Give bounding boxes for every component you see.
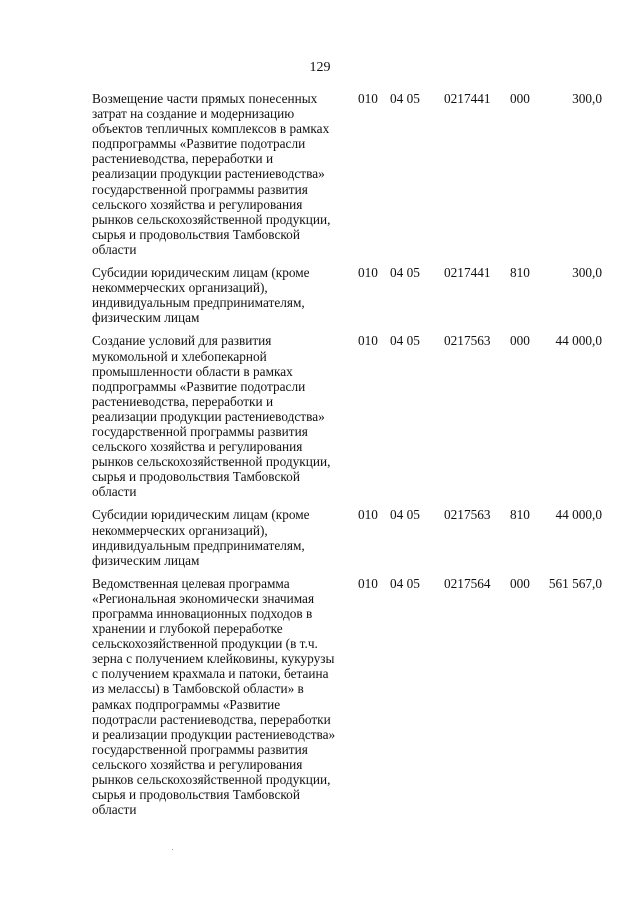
expense-type-code: 000 (510, 91, 530, 106)
ministry-code: 010 (358, 507, 378, 523)
amount-value: 300,0 (572, 265, 602, 281)
expense-type-code: 000 (510, 333, 530, 349)
section-code: 04 05 (390, 265, 420, 281)
page-number: 129 (309, 60, 331, 75)
table-row (92, 507, 602, 567)
row-description: Субсидии юридическим лицам (кроме некоммерческих организаций), индивидуальным предпринимателям, физическим лицам (92, 265, 310, 326)
ministry-code: 010 (358, 575, 378, 591)
table-row (92, 265, 602, 325)
table-row (92, 576, 602, 818)
ministry-code: 010 (358, 91, 378, 106)
scan-speck (172, 849, 173, 850)
section-code: 04 05 (390, 333, 420, 349)
section-code: 04 05 (390, 91, 420, 106)
row-description: Создание условий для развития мукомольной и хлебопекарной промышленности области в рамках подпрограммы «Развитие подотрасли растениеводства, переработки и реализации продукции растениеводства» государственной программы развития сельского хозяйства и регулирования рынков сельскохозяйственной продукции, сырья и продовольствия Тамбовской области (92, 333, 331, 500)
target-article-code: 0217441 (444, 265, 491, 281)
amount-value: 44 000,0 (555, 333, 602, 349)
amount-value: 44 000,0 (555, 507, 602, 523)
ministry-code: 010 (358, 333, 378, 349)
target-article-code: 0217563 (444, 507, 491, 523)
section-code: 04 05 (390, 507, 420, 523)
target-article-code: 0217563 (444, 333, 491, 349)
row-description: Ведомственная целевая программа «Региональная экономически значимая программа инновационных подходов в хранении и глубокой переработке сельскохозяйственной продукции (в т.ч. зерна с получением клейковины, кукурузы с получением крахмала и патоки, бетаина из мелассы) в Тамбовской области» в рамках подпрограммы «Развитие подотрасли растениеводства, переработки и реализации продукции растениеводства» государственной программы развития сельского хозяйства и регулирования рынков сельскохозяйственной продукции, сырья и продовольствия Тамбовской области (92, 575, 336, 818)
expense-type-code: 000 (510, 575, 530, 591)
expense-type-code: 810 (510, 507, 530, 523)
budget-table (92, 91, 602, 825)
expense-type-code: 810 (510, 265, 530, 281)
table-row (92, 91, 602, 257)
row-description: Субсидии юридическим лицам (кроме некоммерческих организаций), индивидуальным предпринимателям, физическим лицам (92, 507, 310, 568)
ministry-code: 010 (358, 265, 378, 281)
target-article-code: 0217441 (444, 91, 491, 106)
amount-value: 300,0 (572, 91, 602, 106)
amount-value: 561 567,0 (548, 575, 602, 591)
table-row (92, 333, 602, 499)
target-article-code: 0217564 (444, 575, 491, 591)
section-code: 04 05 (390, 575, 420, 591)
row-description: Возмещение части прямых понесенных затрат на создание и модернизацию объектов тепличных комплексов в рамках подпрограммы «Развитие подотрасли растениеводства, переработки и реализации продукции растениеводства» государственной программы развития сельского хозяйства и регулирования рынков сельскохозяйственной продукции, сырья и продовольствия Тамбовской области (92, 91, 331, 257)
